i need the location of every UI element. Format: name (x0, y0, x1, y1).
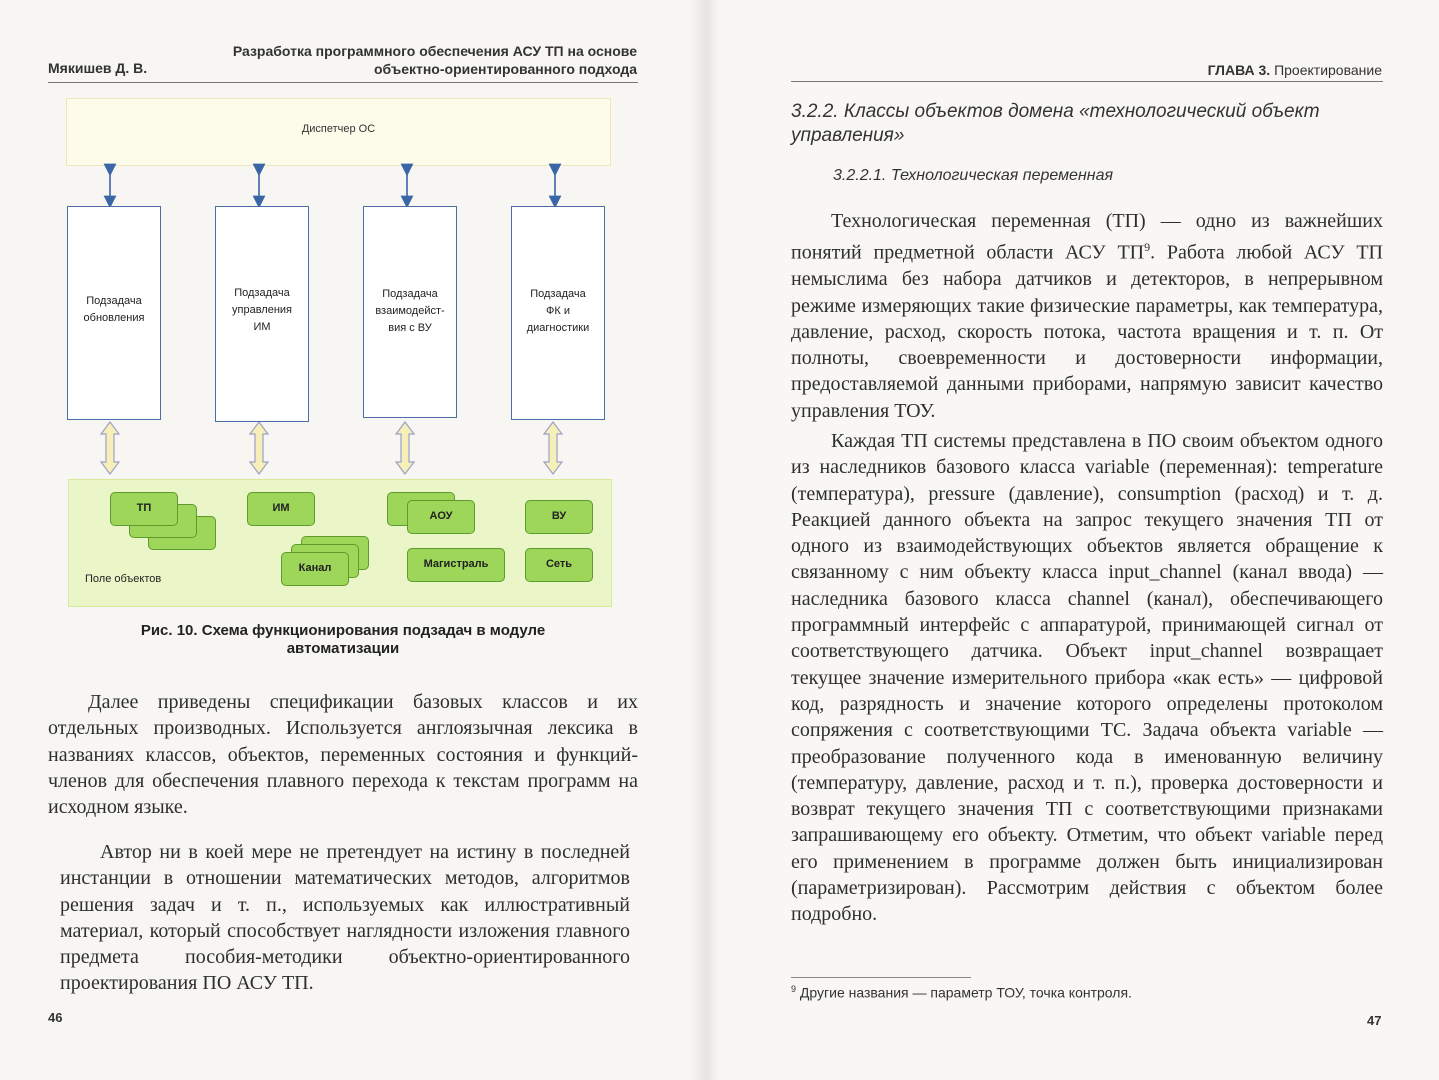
header-rule-right (791, 81, 1383, 82)
task-interaction-label: Подзадача взаимодейст- вия с ВУ (375, 288, 445, 334)
figure-caption-line2: автоматизации (286, 640, 400, 657)
object-kanal: Канал (281, 552, 349, 586)
page-number-left: 46 (48, 1010, 63, 1025)
header-book-title (200, 42, 637, 78)
header-chapter: ГЛАВА 3. Проектирование (1207, 62, 1382, 78)
figure-caption (48, 622, 638, 658)
book-gutter (690, 0, 720, 1080)
header-author: Мякишев Д. В. (48, 60, 148, 76)
task-interaction-box (363, 206, 457, 418)
task-control-box (215, 206, 309, 422)
section-title: 3.2.2. Классы объектов домена «технологический объект управления» (791, 101, 1320, 146)
right-paragraph-1: Технологическая переменная (ТП) — одно из важнейших понятий предметной области АСУ $ТП^9$. Работа любой АСУ ТП немыслима без набора датчиков и детекторов, в непрерывном режиме измеряющих такие физические параметры, как температура, давление, расход, скорость потока, частота вращения и т. п. От полноты, своевременности и достоверности информации, предоставляемой данными приборами, напрямую зависит качество управления ТОУ. (791, 210, 1384, 422)
object-field (68, 479, 612, 607)
object-im: ИМ (247, 492, 315, 526)
task-update-label: Подзадача обновления (83, 295, 145, 324)
figure-diagram (66, 96, 612, 608)
footnote-rule (791, 977, 971, 978)
subsection-title: 3.2.2.1. Технологическая переменная (833, 167, 1114, 184)
header-book-line1: Разработка программного обеспечения АСУ ТП на основе (232, 43, 637, 59)
object-aou: АОУ (407, 500, 475, 534)
left-paragraph-1: Далее приведены спецификации базовых классов и их отдельных производных. Используется англоязычная лексика в названиях классов, объектов, переменных состояния и функций-членов для обеспечения плавного перехода к текстам программ на исходном языке. (48, 691, 638, 819)
right-paragraph-2: Каждая ТП системы представлена в ПО своим объектом одного из наследников базового класса variable (переменная): temperature (температура), pressure (давление), consumption (расход) и т. д. Реакцией данного объекта на запрос текущего значения ТП от одного из взаимодействующих объектов является обращение к связанному с ним объекту класса input_channel (канал ввода) — наследника базового класса channel (канал), обеспечивающего программный интерфейс с аппаратурой, принимающей сигнал от соответствующего датчика. Объект input_channel возвращает текущее значение измерительного прибора «как есть» — цифровой код, разрядность и значение которого определены протоколом сопряжения с соответствующими ТС. Задача объекта variable — преобразование полученного кода в именованную величину (температуру, давление, расход и т. п.), проверка достоверности и возврат текущего значения ТП с соответствующими признаками запрашивающему его объекту. Отметим, что объект variable перед его применением в программе должен быть инициализирован (параметризирован). Рассмотрим действия с объектом более подробно. (791, 430, 1383, 926)
block-arrow-1 (101, 422, 119, 474)
object-field-label: Поле объектов (85, 573, 162, 585)
object-vu: ВУ (525, 500, 593, 534)
block-arrow-3 (396, 422, 414, 474)
footnote: $^9$ Другие названия — параметр ТОУ, точка контроля. (791, 984, 1132, 1001)
page-number-right: 47 (1367, 1013, 1382, 1028)
left-paragraph-2: Автор ни в коей мере не претендует на истину в последней инстанции в отношении математических методов, алгоритмов решения задач и т. п., используемых как иллюстративный материал, который способствует наглядности изложения главного предмета пособия-методики объектно-ориентированного проектирования ПО АСУ ТП. (60, 841, 630, 995)
object-magistral: Магистраль (407, 548, 505, 582)
task-control-label: Подзадача управления ИМ (232, 287, 292, 333)
object-set: Сеть (525, 548, 593, 582)
task-diagnostics-box (511, 206, 605, 420)
header-book-line2: объектно-ориентированного подхода (373, 61, 637, 77)
block-arrow-2 (250, 422, 268, 474)
figure-caption-line1: Рис. 10. Схема функционирования подзадач в модуле (140, 622, 546, 639)
task-diagnostics-label: Подзадача ФК и диагностики (526, 288, 590, 334)
block-arrow-4 (544, 422, 562, 474)
header-rule-left (48, 82, 638, 83)
task-update-box (67, 206, 161, 420)
object-tp: ТП (110, 492, 178, 526)
os-dispatcher-label: Диспетчер ОС (301, 123, 376, 135)
